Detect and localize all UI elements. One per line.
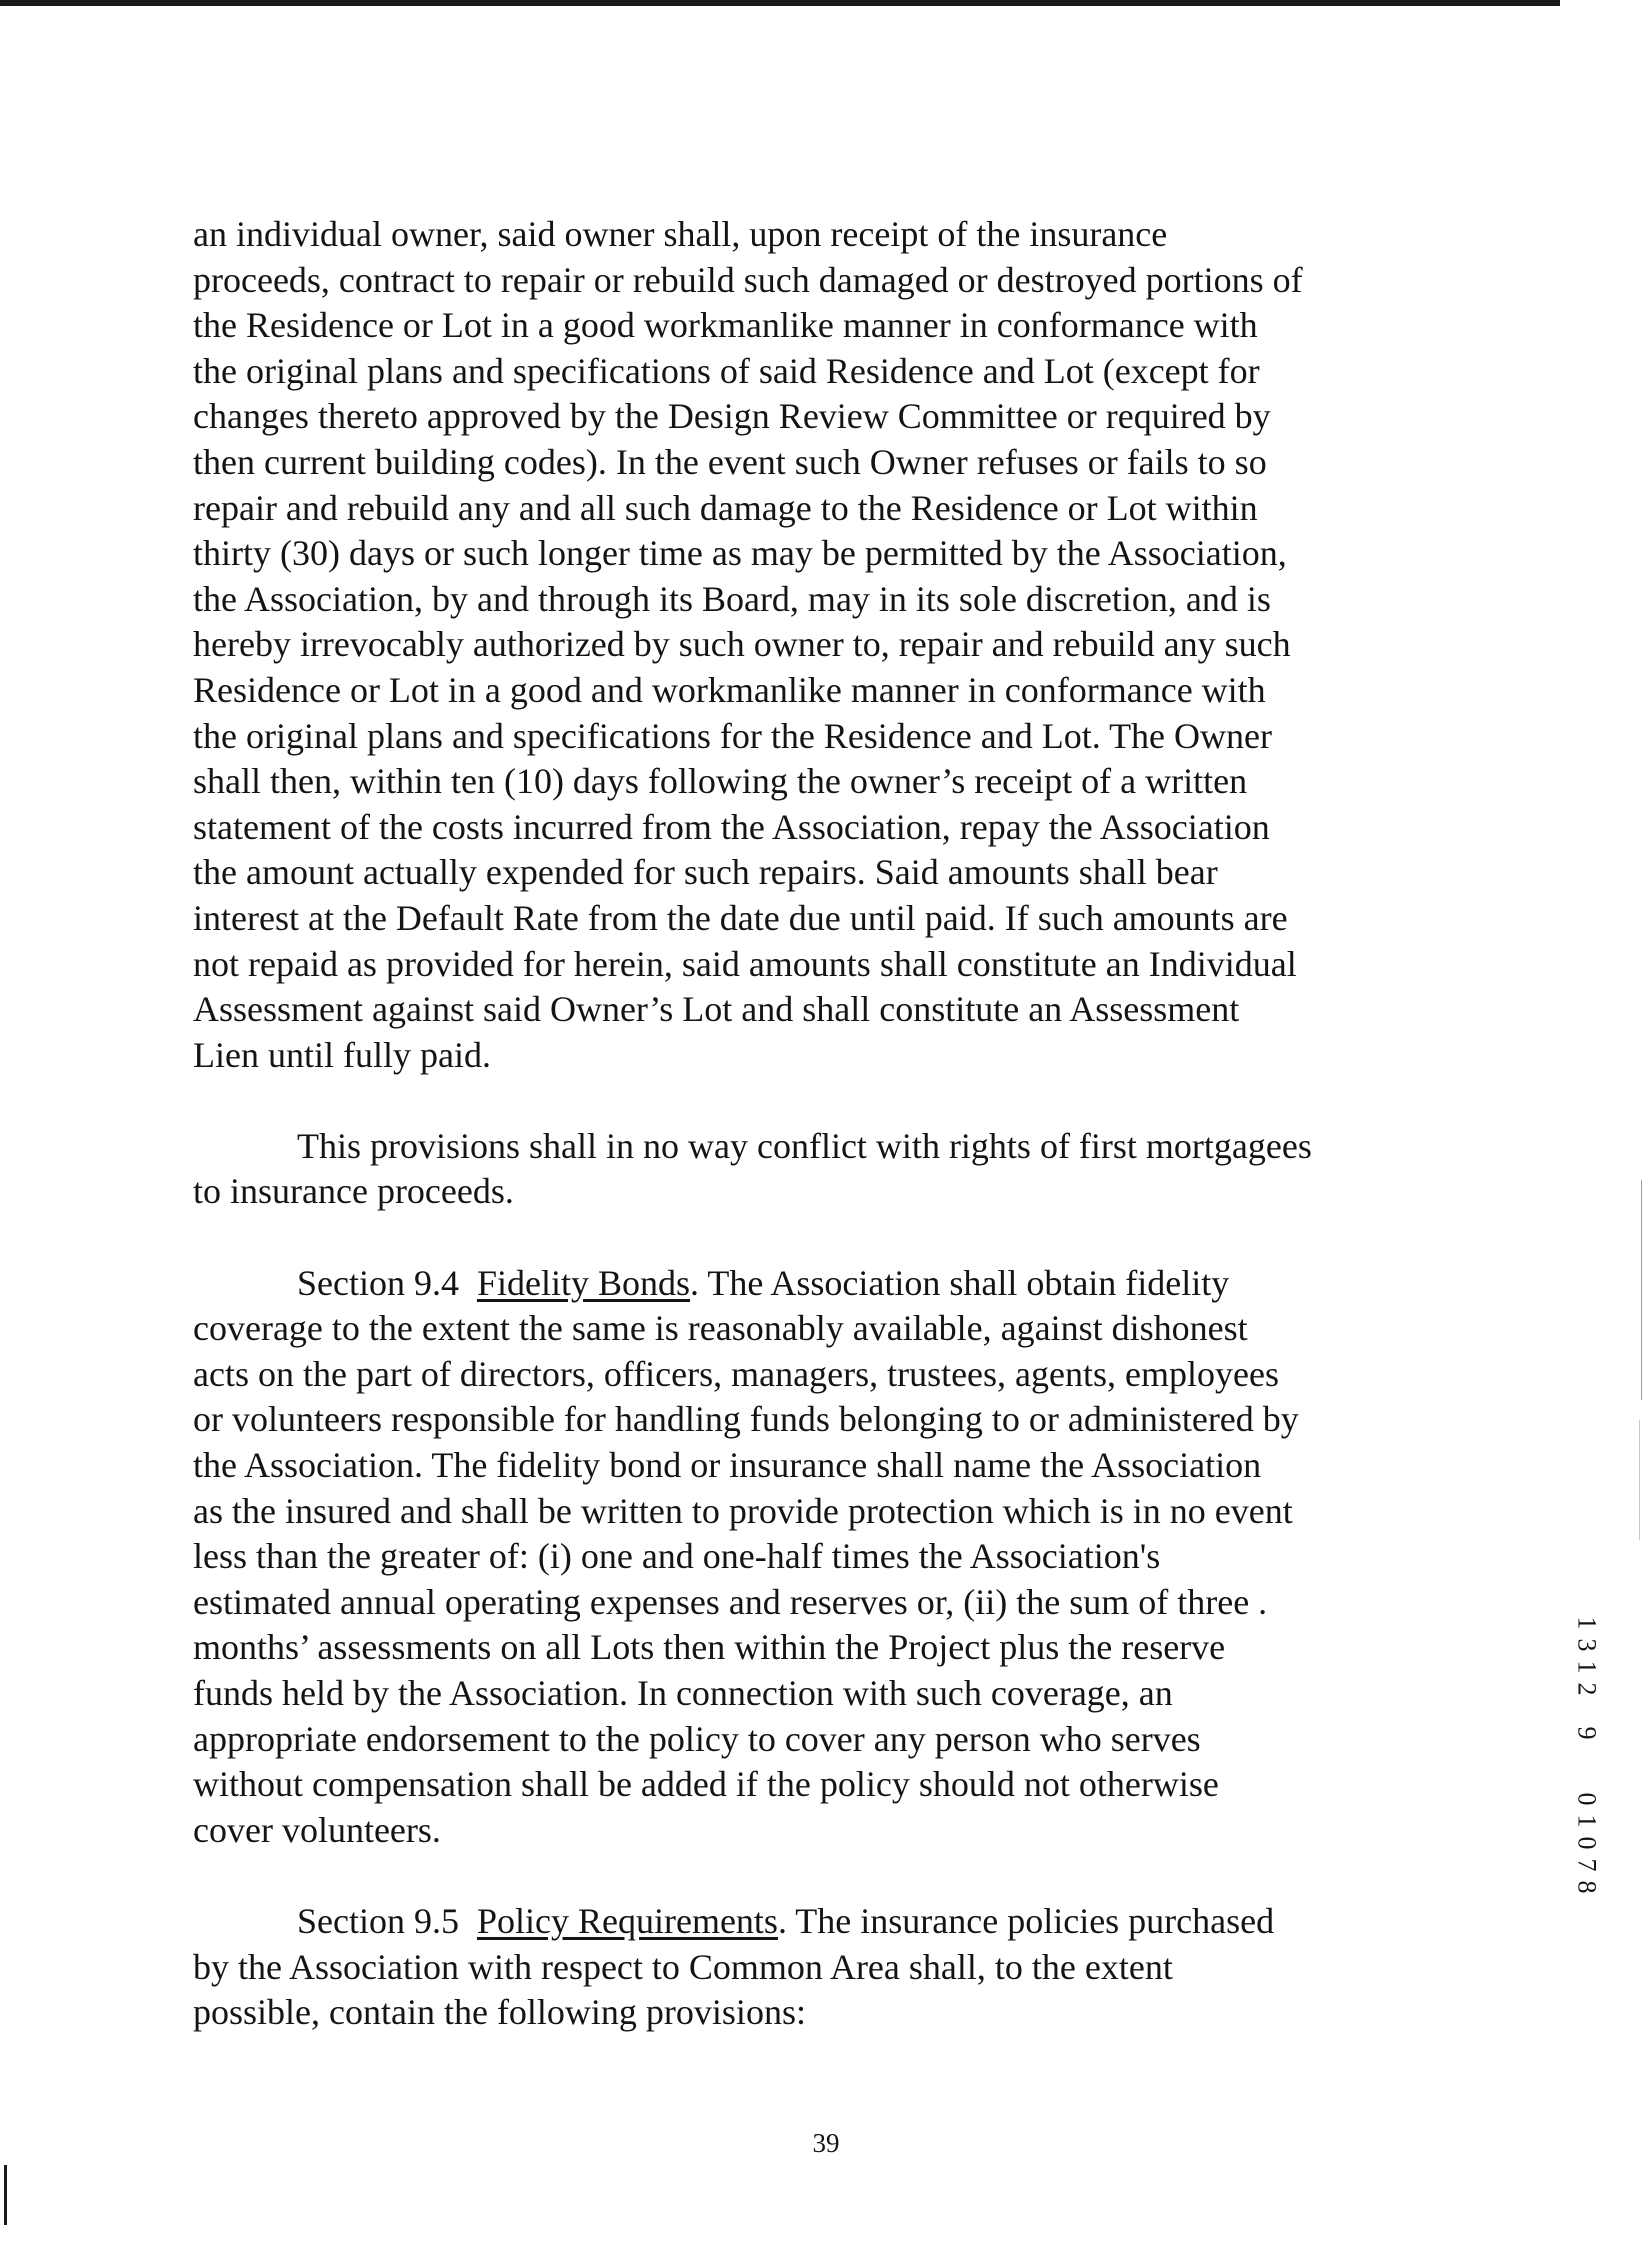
document-body [193,212,1433,2036]
stamp-character: 0 [1572,1836,1602,1850]
stamp-character: 1 [1572,1616,1602,1630]
text-line: the original plans and specifications for the Residence and Lot. The Owner [193,715,1272,756]
section-title: Fidelity Bonds [476,1262,691,1303]
scan-edge-mark [1641,1180,1642,1400]
text-line: less than the greater of: (i) one and one-half times the Association's [193,1536,1161,1577]
text-line: Residence or Lot in a good and workmanlike manner in conformance with [193,669,1266,710]
text-line: the original plans and specifications of said Residence and Lot (except for [193,350,1260,391]
stamp-character [1576,1774,1598,1781]
text-line: the Residence or Lot in a good workmanlike manner in conformance with [193,305,1258,346]
stamp-character [1576,1752,1598,1759]
text-line: statement of the costs incurred from the Association, repay the Association [193,806,1270,847]
recording-number-stamp [1572,1612,1602,1898]
text-line: or volunteers responsible for handling funds belonging to or administered by [193,1399,1299,1440]
text-line: months’ assessments on all Lots then within the Project plus the reserve [193,1627,1226,1668]
section-heading-line [193,1899,1433,1945]
paragraph-mortgagee-rights [193,1124,1433,1215]
stamp-character: 1 [1572,1660,1602,1674]
text-line: the amount actually expended for such repairs. Said amounts shall bear [193,852,1218,893]
scan-edge-mark-lower [1639,1420,1640,1540]
text-line: by the Association with respect to Common Area shall, to the extent [193,1946,1173,1987]
stamp-character: 8 [1572,1880,1602,1894]
text-line: Lien until fully paid. [193,1034,491,1075]
stamp-character [1576,1708,1598,1715]
section-title: Policy Requirements [476,1900,778,1941]
text-line: not repaid as provided for herein, said amounts shall constitute an Individual [193,943,1297,984]
scan-top-border [0,0,1560,6]
section-first-line-text: . The Association shall obtain fidelity [690,1262,1230,1303]
stamp-character: 0 [1572,1792,1602,1806]
text-line: the Association, by and through its Board, may in its sole discretion, and is [193,578,1271,619]
text-line: shall then, within ten (10) days following the owner’s receipt of a written [193,761,1248,802]
paragraph-insurance-repair [193,212,1433,1078]
section-9-5-policy-requirements [193,1899,1433,2036]
stamp-character: 3 [1572,1638,1602,1652]
text-line: thirty (30) days or such longer time as may be permitted by the Association, [193,533,1287,574]
stamp-character: 9 [1572,1726,1602,1740]
text-line: an individual owner, said owner shall, upon receipt of the insurance [193,214,1168,254]
text-line: interest at the Default Rate from the date due until paid. If such amounts are [193,897,1288,938]
paragraph-gap [193,1078,1433,1124]
text-line: to insurance proceeds. [193,1171,514,1212]
stamp-character: 2 [1572,1682,1602,1696]
text-line: estimated annual operating expenses and reserves or, (ii) the sum of three . [193,1581,1268,1622]
section-number: Section 9.5 [297,1900,459,1941]
text-line: then current building codes). In the event such Owner refuses or fails to so [193,441,1267,482]
text-line: repair and rebuild any and all such damage to the Residence or Lot within [193,487,1258,528]
page-number: 39 [812,2128,840,2158]
text-line: This provisions shall in no way conflict with rights of first mortgagees [297,1125,1312,1166]
paragraph-gap [193,1853,1433,1899]
text-line: proceeds, contract to repair or rebuild such damaged or destroyed portions of [193,259,1303,300]
text-line: Assessment against said Owner’s Lot and shall constitute an Assessment [193,989,1240,1030]
text-line: changes thereto approved by the Design Review Committee or required by [193,396,1271,437]
paragraph-gap [193,1215,1433,1261]
stamp-character: 7 [1572,1858,1602,1872]
text-line: funds held by the Association. In connection with such coverage, an [193,1673,1173,1713]
section-heading-line [193,1261,1433,1307]
text-line: the Association. The fidelity bond or insurance shall name the Association [193,1445,1262,1486]
scan-left-mark [4,2165,7,2225]
text-line: acts on the part of directors, officers, managers, trustees, agents, employees [193,1353,1279,1394]
text-line: coverage to the extent the same is reasonably available, against dishonest [193,1308,1248,1349]
section-first-line-text: . The insurance policies purchased [777,1900,1275,1941]
text-line: hereby irrevocably authorized by such owner to, repair and rebuild any such [193,624,1291,665]
text-line: appropriate endorsement to the policy to cover any person who serves [193,1718,1201,1759]
section-9-4-fidelity-bonds [193,1261,1433,1854]
stamp-character: 1 [1572,1814,1602,1828]
text-line: possible, contain the following provisions: [193,1992,806,2033]
section-number: Section 9.4 [297,1262,459,1303]
text-line: without compensation shall be added if the policy should not otherwise [193,1764,1219,1805]
text-line: cover volunteers. [193,1809,441,1850]
text-line: as the insured and shall be written to provide protection which is in no event [193,1490,1293,1531]
